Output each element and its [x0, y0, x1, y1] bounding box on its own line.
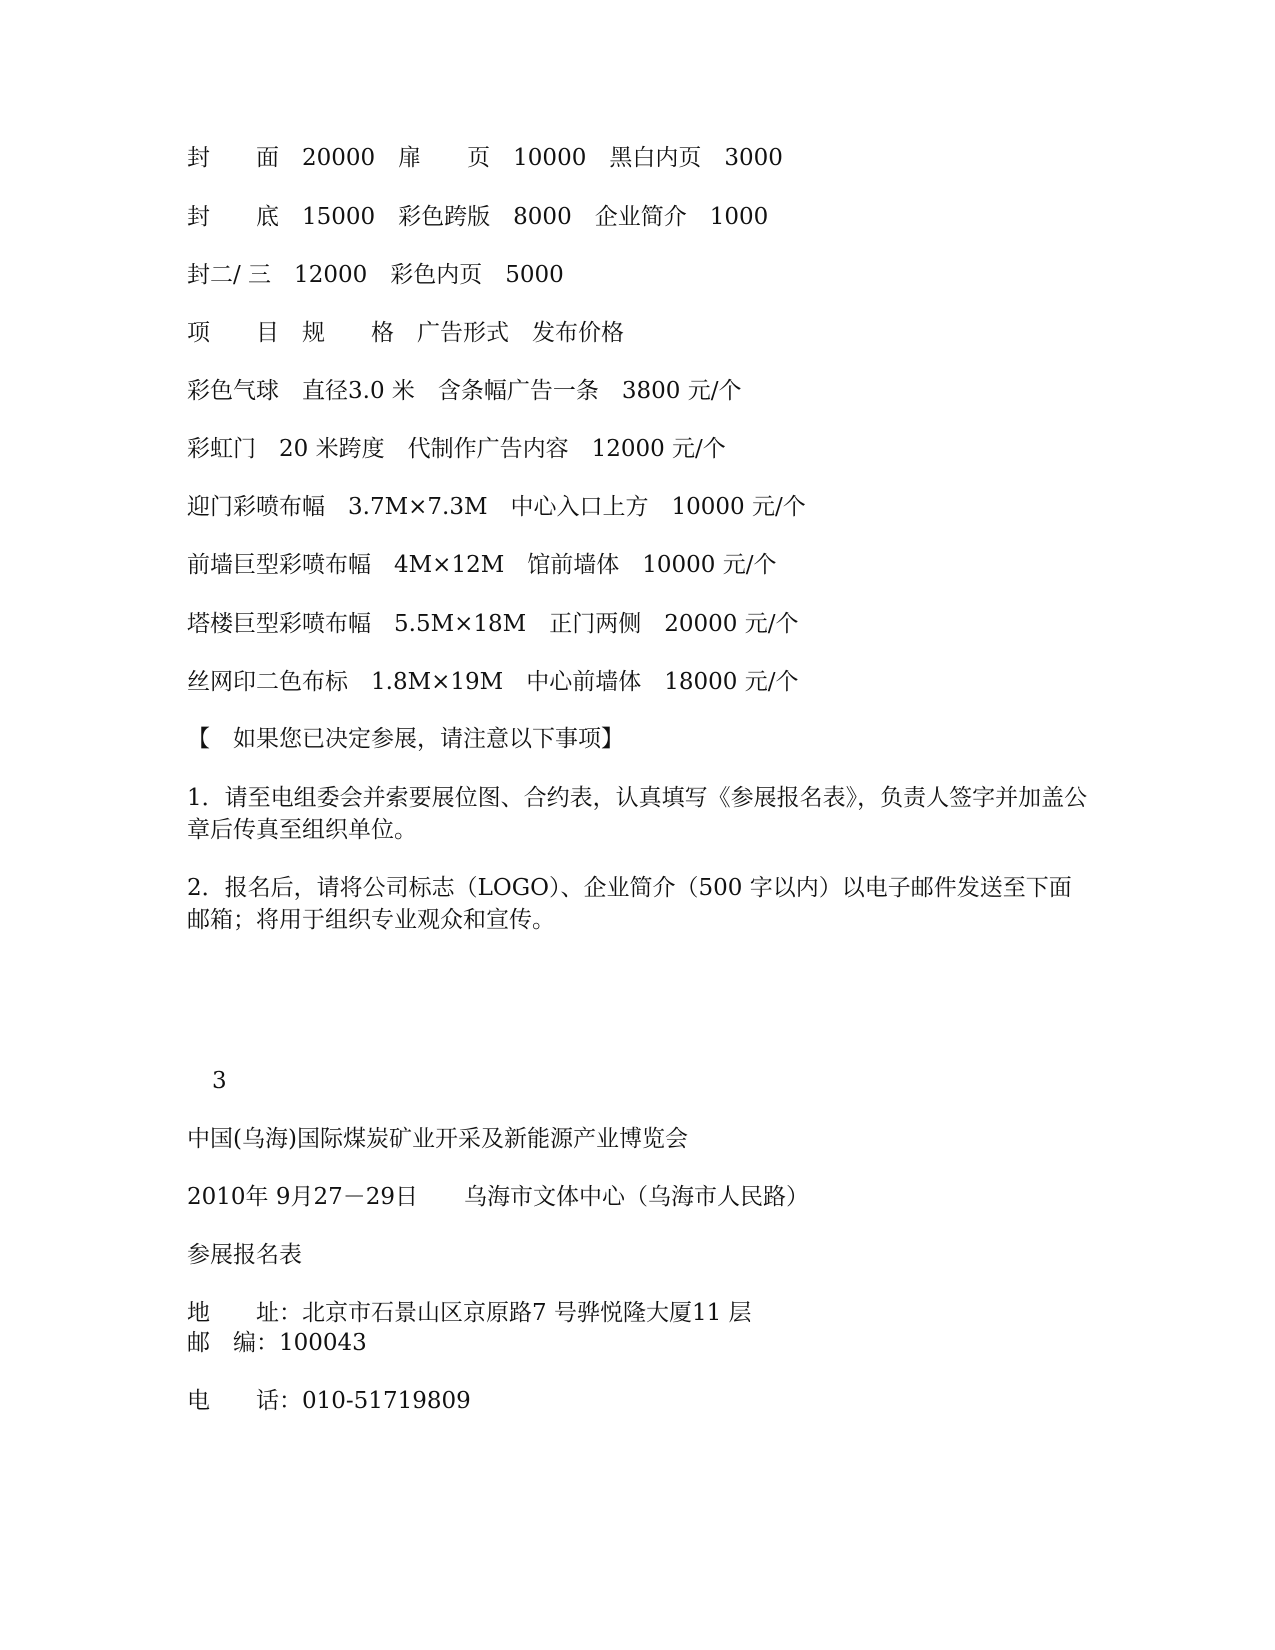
price-line-entrance-banner: 迎门彩喷布幅 3.7M×7.3M 中心入口上方 10000 元/个 [187, 494, 806, 520]
price-line-tower-banner: 塔楼巨型彩喷布幅 5.5M×18M 正门两侧 20000 元/个 [187, 611, 799, 637]
price-line-silkscreen-banner: 丝网印二色布标 1.8M×19M 中心前墙体 18000 元/个 [187, 669, 799, 695]
contact-postcode: 邮 编：100043 [187, 1330, 367, 1356]
price-line-front-wall-banner: 前墙巨型彩喷布幅 4M×12M 馆前墙体 10000 元/个 [187, 552, 777, 578]
price-line-balloon: 彩色气球 直径3.0 米 含条幅广告一条 3800 元/个 [187, 378, 742, 404]
notice-item-1: 1．请至电组委会并索要展位图、合约表，认真填写《参展报名表》，负责人签字并加盖公章后传真至组织单位。 [187, 785, 1088, 843]
notice-item-2: 2．报名后，请将公司标志（LOGO）、企业简介（500 字以内）以电子邮件发送至下面邮箱；将用于组织专业观众和宣传。 [187, 875, 1072, 933]
form-title: 参展报名表 [187, 1242, 302, 1268]
price-line-back-cover: 封 底 15000 彩色跨版 8000 企业简介 1000 [187, 204, 769, 230]
outdoor-ad-header: 项 目 规 格 广告形式 发布价格 [187, 320, 624, 346]
contact-address: 地 址：北京市石景山区京原路7 号骅悦隆大厦11 层 [187, 1300, 752, 1326]
expo-title: 中国(乌海)国际煤炭矿业开采及新能源产业博览会 [187, 1126, 688, 1152]
price-line-cover: 封 面 20000 扉 页 10000 黑白内页 3000 [187, 145, 783, 171]
price-line-rainbow-gate: 彩虹门 20 米跨度 代制作广告内容 12000 元/个 [187, 436, 726, 462]
price-line-inside-cover: 封二/ 三 12000 彩色内页 5000 [187, 262, 564, 288]
page-number: 3 [212, 1068, 227, 1094]
contact-phone: 电 话：010-51719809 [187, 1388, 471, 1414]
expo-date-venue: 2010年 9月27－29日 乌海市文体中心（乌海市人民路） [187, 1184, 810, 1210]
notice-heading: 【 如果您已决定参展，请注意以下事项】 [187, 726, 624, 752]
